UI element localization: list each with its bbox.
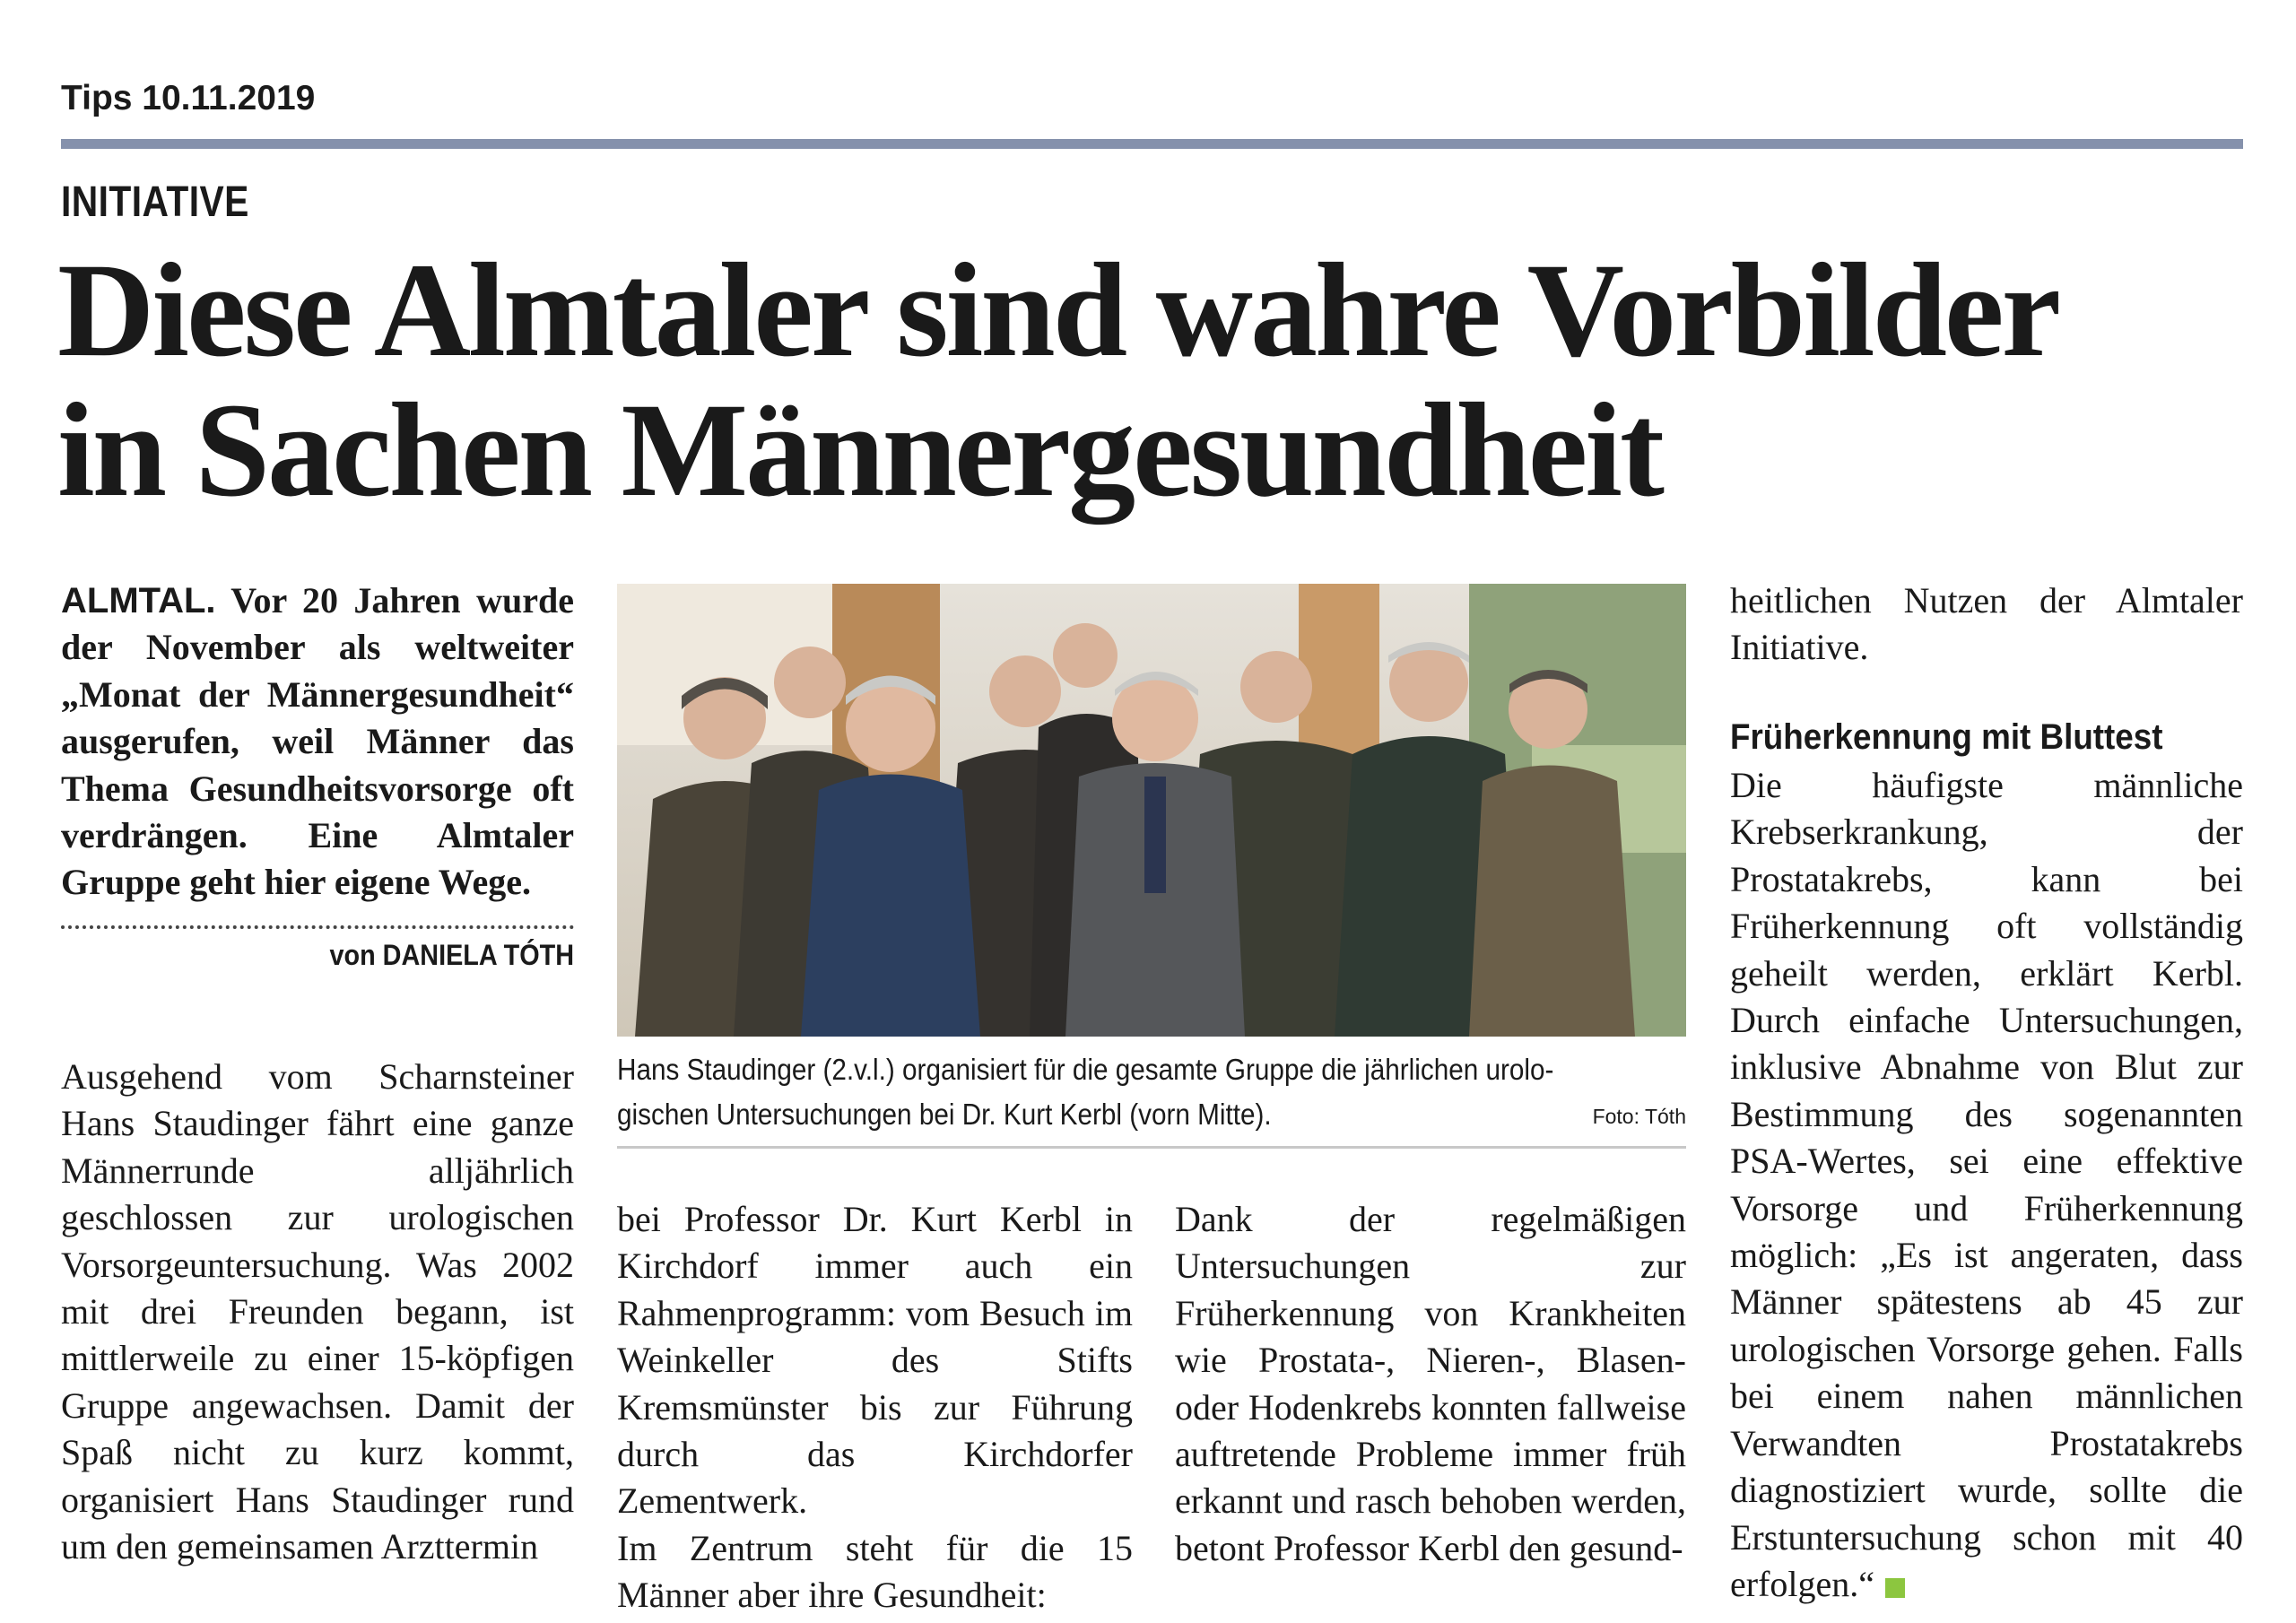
headline — [57, 236, 2255, 525]
headline-line-1: Diese Almtaler sind wahre Vorbilder — [57, 236, 2059, 385]
body-column-3 — [1175, 1196, 1686, 1572]
body-column-4-top — [1730, 577, 2243, 672]
headline-line-2: in Sachen Männergesundheit — [57, 376, 1662, 525]
header-rule — [61, 139, 2243, 149]
body-paragraph: bei Professor Dr. Kurt Kerbl in Kirchdorf immer auch ein Rahmenprogramm: vom Besuch im Weinkeller des Stifts Kremsmünster bis zur Führung durch das Kirchdorfer Zementwerk. — [617, 1199, 1133, 1522]
caption-line-1: Hans Staudinger (2.v.l.) organisiert für die gesamte Gruppe die jährlichen urolo- — [617, 1053, 1554, 1086]
end-mark-icon — [1885, 1578, 1905, 1598]
lead-text: Vor 20 Jahren wurde der November als weltweiter „Monat der Männergesundheit“ ausgerufen, weil Männer das Thema Gesundheitsvorsorge oft verdrängen. Eine Almtaler Gruppe geht hier eigene Wege. — [61, 580, 574, 903]
byline-author: DANIELA TÓTH — [382, 939, 574, 971]
byline-divider — [61, 925, 574, 929]
subheading: Früherkennung mit Bluttest — [1730, 717, 2163, 757]
section-kicker: INITIATIVE — [61, 178, 249, 226]
body-paragraph: Ausgehend vom Scharnsteiner Hans Staudinger fährt eine ganze Männerrunde alljährlich geschlossen zur urologischen Vorsorgeuntersuchung. Was 2002 mit drei Freunden begann, ist mittlerweile zu einer 15-köpfigen Gruppe angewachsen. Damit der Spaß nicht zu kurz kommt, organisiert Hans Staudinger rund um den gemeinsamen Arzttermin — [61, 1056, 574, 1567]
body-column-4 — [1730, 762, 2243, 1608]
body-paragraph: heitlichen Nutzen der Almtaler Initiative. — [1730, 580, 2243, 668]
lead-paragraph — [61, 577, 574, 907]
byline-prefix: von — [329, 939, 376, 971]
caption-text — [617, 1047, 1554, 1137]
photo-credit: Foto: Tóth — [1592, 1105, 1686, 1128]
issue-date: Tips 10.11.2019 — [61, 79, 316, 117]
caption-line-2: gischen Untersuchungen bei Dr. Kurt Kerbl (vorn Mitte). — [617, 1098, 1272, 1131]
byline — [112, 939, 574, 972]
body-column-2 — [617, 1196, 1133, 1619]
dateline: ALMTAL. — [61, 581, 216, 621]
photo-caption — [617, 1047, 1686, 1149]
body-paragraph: Die häufigste männliche Krebserkrankung, der Prostatakrebs, kann bei Früherkennung oft vollständig geheilt werden, erklärt Kerbl. Durch einfache Untersuchungen, inklusive Abnahme von Blut zur Bestimmung des sogenannten PSA-Wertes, sei eine effektive Vorsorge und Früherkennung möglich: „Es ist angeraten, dass Männer spätestens ab 45 zur urologischen Vorsorge gehen. Falls bei einem nahen männlichen Verwandten Prostatakrebs diagnostiziert wurde, sollte die Erstuntersuchung schon mit 40 erfolgen.“ — [1730, 765, 2243, 1604]
body-paragraph: Dank der regelmäßigen Untersuchungen zur Früherkennung von Krankheiten wie Prostata-, Nieren-, Blasen- oder Hodenkrebs konnten fallweise auftretende Probleme immer früh erkannt und rasch behoben werden, betont Professor Kerbl den gesund- — [1175, 1199, 1686, 1568]
body-paragraph: Im Zentrum steht für die 15 Männer aber ihre Gesundheit: — [617, 1527, 1133, 1616]
group-photo — [617, 584, 1686, 1037]
body-column-1 — [61, 1054, 574, 1570]
